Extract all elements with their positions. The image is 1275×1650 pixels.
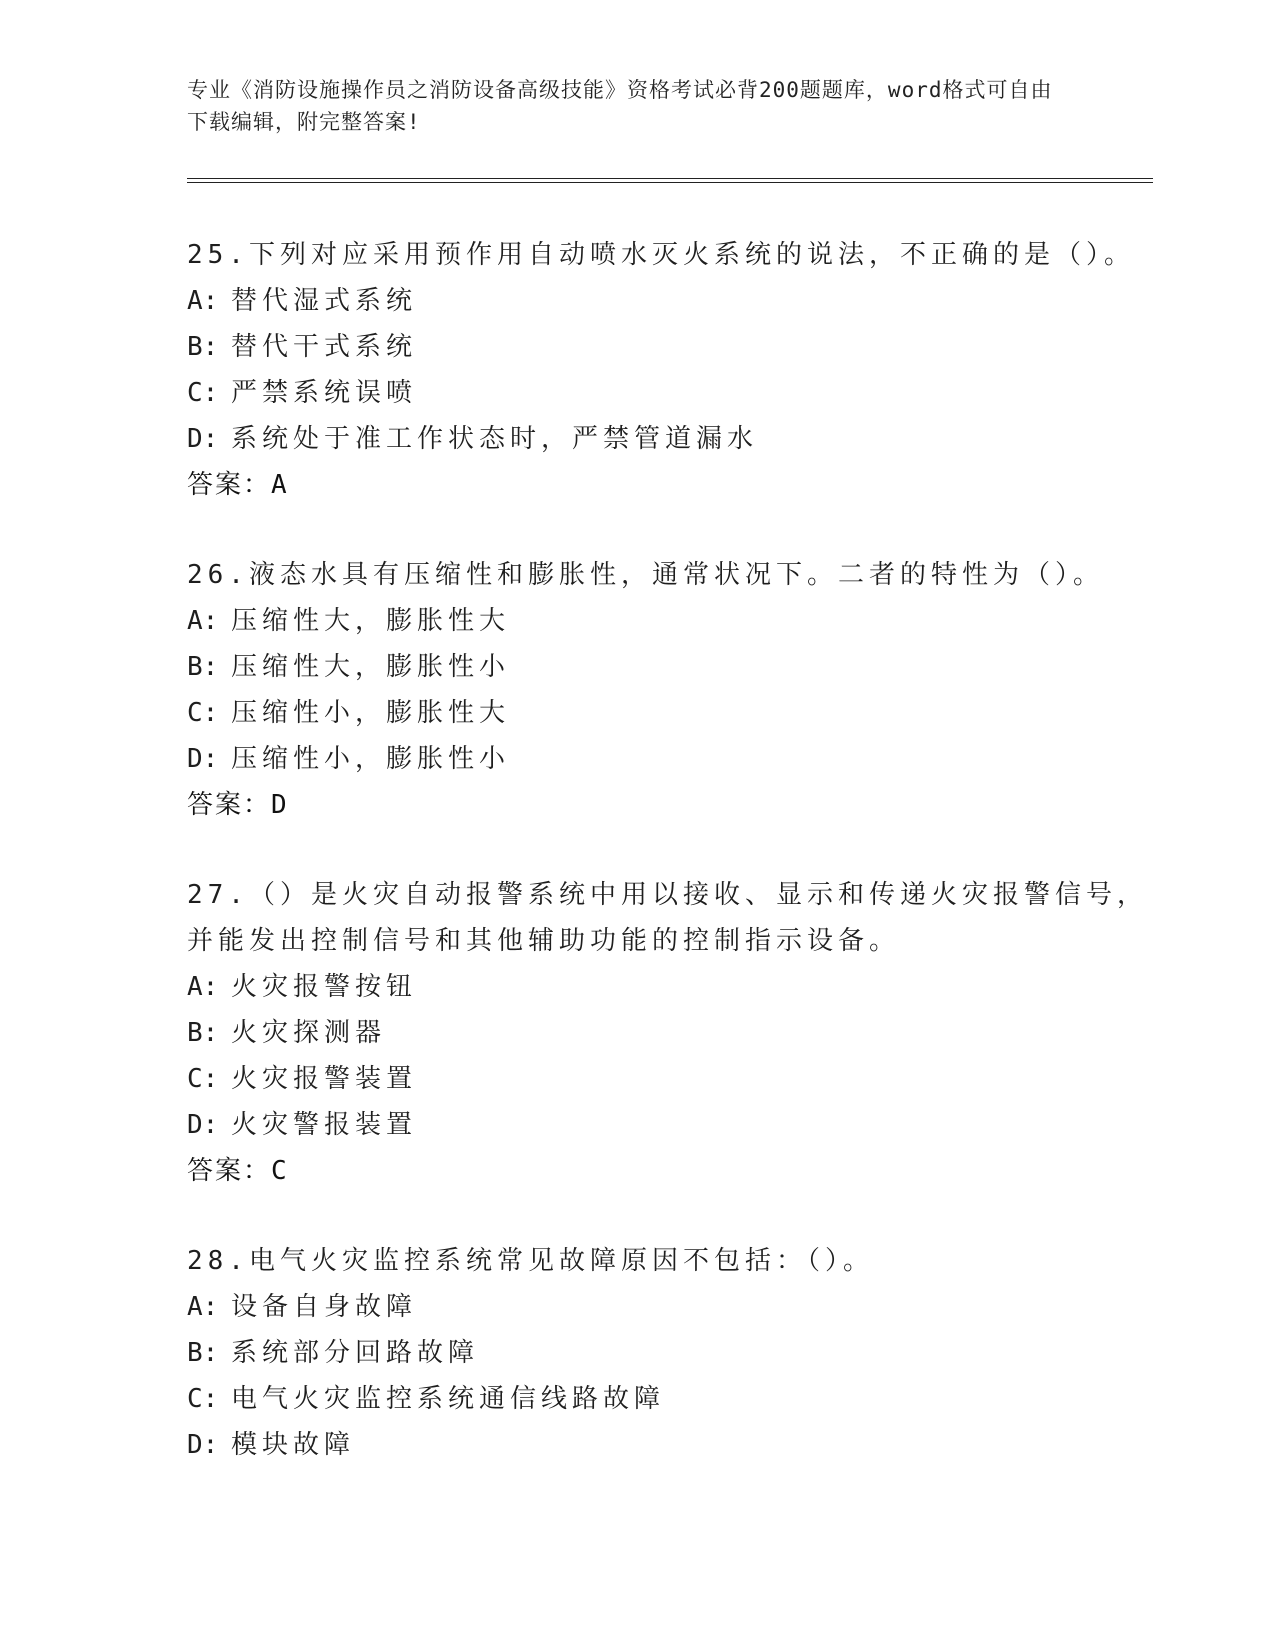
question-28 (187, 1238, 1087, 1468)
question-stem: 26.液态水具有压缩性和膨胀性，通常状况下。二者的特性为（）。 (187, 560, 1104, 590)
question-stem-line-2: 并能发出控制信号和其他辅助功能的控制指示设备。 (187, 926, 901, 956)
question-stem-line-1: 27.（）是火灾自动报警系统中用以接收、显示和传递火灾报警信号， (187, 880, 1148, 910)
answer-value: A (271, 470, 287, 500)
question-stem: 28.电气火灾监控系统常见故障原因不包括：（）。 (187, 1246, 874, 1276)
question-26 (187, 552, 1104, 828)
option-letter: D: (187, 424, 219, 454)
option-text: 压缩性小，膨胀性小 (231, 744, 511, 774)
option-letter: B: (187, 1338, 219, 1368)
option-c (187, 370, 1087, 416)
option-letter: B: (187, 332, 219, 362)
option-a (187, 598, 1087, 644)
option-text: 火灾报警装置 (231, 1064, 418, 1094)
option-text: 电气火灾监控系统通信线路故障 (231, 1384, 666, 1414)
option-letter: A: (187, 606, 219, 636)
option-a (187, 964, 1087, 1010)
option-letter: B: (187, 652, 219, 682)
option-d (187, 1102, 1087, 1148)
option-letter: D: (187, 1430, 219, 1460)
option-letter: C: (187, 698, 219, 728)
header-divider-bottom (187, 182, 1153, 183)
option-letter: C: (187, 378, 219, 408)
answer-label: 答案： (187, 790, 272, 820)
option-a (187, 278, 1087, 324)
option-a (187, 1284, 1087, 1330)
option-text: 火灾探测器 (231, 1018, 387, 1048)
answer-line (187, 462, 1087, 508)
option-letter: B: (187, 1018, 219, 1048)
option-letter: D: (187, 1110, 219, 1140)
option-text: 火灾警报装置 (231, 1110, 418, 1140)
header-divider-top (187, 178, 1153, 179)
option-letter: C: (187, 1384, 219, 1414)
document-header: 专业《消防设施操作员之消防设备高级技能》资格考试必背200题题库，word格式可自由下载编辑，附完整答案! (187, 78, 1053, 134)
answer-value: D (271, 790, 287, 820)
option-b (187, 324, 1087, 370)
option-letter: A: (187, 1292, 219, 1322)
option-letter: A: (187, 972, 219, 1002)
option-letter: D: (187, 744, 219, 774)
option-c (187, 1056, 1087, 1102)
option-text: 替代干式系统 (231, 332, 418, 362)
answer-line (187, 1148, 1087, 1194)
option-text: 压缩性大，膨胀性大 (231, 606, 511, 636)
question-27 (187, 872, 1148, 1194)
option-b (187, 1330, 1087, 1376)
option-d (187, 736, 1087, 782)
option-b (187, 1010, 1087, 1056)
option-text: 严禁系统误喷 (231, 378, 418, 408)
option-text: 设备自身故障 (231, 1292, 418, 1322)
option-text: 压缩性小，膨胀性大 (231, 698, 511, 728)
option-b (187, 644, 1087, 690)
answer-label: 答案： (187, 1156, 272, 1186)
option-text: 火灾报警按钮 (231, 972, 418, 1002)
option-c (187, 1376, 1087, 1422)
option-text: 替代湿式系统 (231, 286, 418, 316)
option-letter: A: (187, 286, 219, 316)
answer-label: 答案： (187, 470, 272, 500)
question-list (187, 232, 1148, 1512)
answer-value: C (271, 1156, 287, 1186)
option-c (187, 690, 1087, 736)
option-text: 系统部分回路故障 (231, 1338, 480, 1368)
option-text: 系统处于准工作状态时，严禁管道漏水 (231, 424, 759, 454)
question-stem: 25.下列对应采用预作用自动喷水灭火系统的说法，不正确的是（）。 (187, 240, 1135, 270)
option-text: 模块故障 (231, 1430, 356, 1460)
option-letter: C: (187, 1064, 219, 1094)
option-d (187, 1422, 1087, 1468)
answer-line (187, 782, 1087, 828)
question-25 (187, 232, 1135, 508)
option-d (187, 416, 1087, 462)
option-text: 压缩性大，膨胀性小 (231, 652, 511, 682)
